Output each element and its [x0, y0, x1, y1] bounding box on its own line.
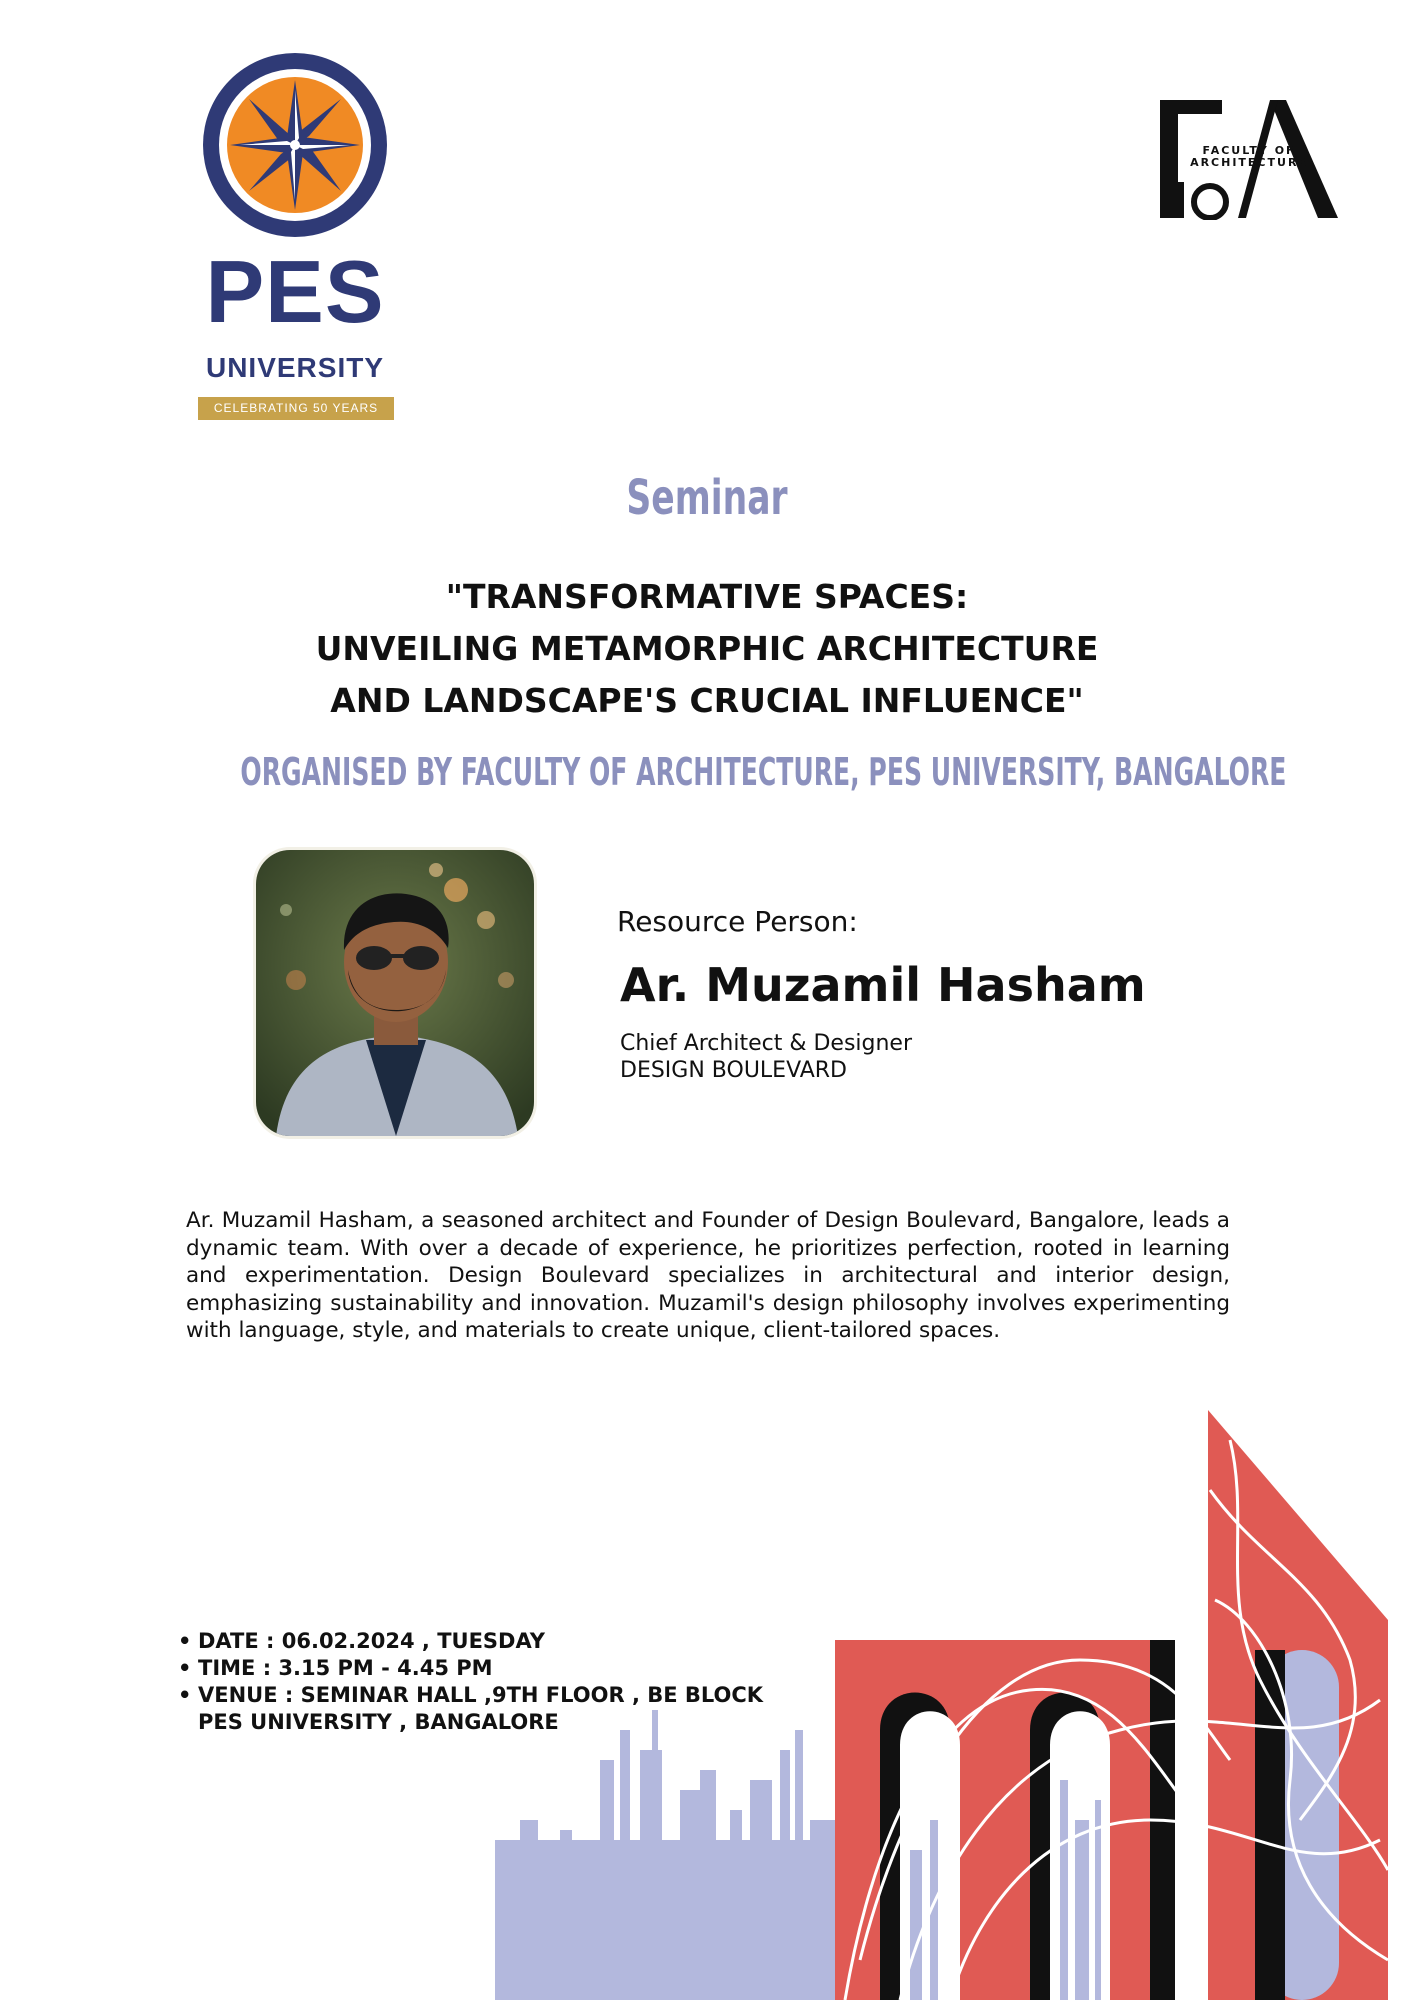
event-time: TIME : 3.15 PM - 4.45 PM [198, 1656, 493, 1680]
foa-logo-text [1158, 145, 1340, 169]
pes-wordmark: PES [205, 242, 385, 341]
venue-row-2 [178, 1709, 763, 1736]
time-row [178, 1655, 763, 1682]
event-date: DATE : 06.02.2024 , TUESDAY [198, 1629, 545, 1653]
speaker-photo [256, 850, 534, 1136]
event-venue-line2: PES UNIVERSITY , BANGALORE [198, 1710, 559, 1734]
event-details [178, 1628, 763, 1736]
date-row [178, 1628, 763, 1655]
resource-person-label: Resource Person: [617, 905, 858, 938]
bullet-icon: • [178, 1629, 192, 1653]
pes-university-text: UNIVERSITY [205, 352, 385, 383]
event-venue: VENUE : SEMINAR HALL ,9TH FLOOR , BE BLOCK [198, 1683, 764, 1707]
foa-logo-text-line2: ARCHITECTURE [1190, 156, 1308, 169]
speaker-company: DESIGN BOULEVARD [620, 1058, 847, 1083]
event-type-heading: Seminar [626, 470, 788, 526]
event-title-line-1: "TRANSFORMATIVE SPACES: [445, 577, 969, 616]
foa-logo-text-line1: FACULTY OF [1202, 144, 1296, 157]
speaker-role-block [620, 1030, 912, 1084]
event-title-line-3: AND LANDSCAPE'S CRUCIAL INFLUENCE" [330, 681, 1084, 720]
organiser-line: ORGANISED BY FACULTY OF ARCHITECTURE, PES UNIVERSITY, BANGALORE [240, 750, 1287, 794]
venue-row [178, 1682, 763, 1709]
celebrating-ribbon: CELEBRATING 50 YEARS [198, 397, 394, 420]
bullet-icon: • [178, 1656, 192, 1680]
speaker-bio: Ar. Muzamil Hasham, a seasoned architect and Founder of Design Boulevard, Bangalore, leads a dynamic team. With over a decade of experience, he prioritizes perfection, rooted in learning and experimentation. Design Boulevard specializes in architectural and interior design, emphasizing sustainability and innovation. Muzamil's design philosophy involves experimenting with language, style, and materials to create unique, client-tailored spaces. [186, 1208, 1230, 1343]
speaker-name: Ar. Muzamil Hasham [620, 958, 1146, 1012]
bullet-icon: • [178, 1683, 192, 1707]
speaker-role: Chief Architect & Designer [620, 1031, 913, 1056]
event-title-line-2: UNVEILING METAMORPHIC ARCHITECTURE [315, 629, 1099, 668]
